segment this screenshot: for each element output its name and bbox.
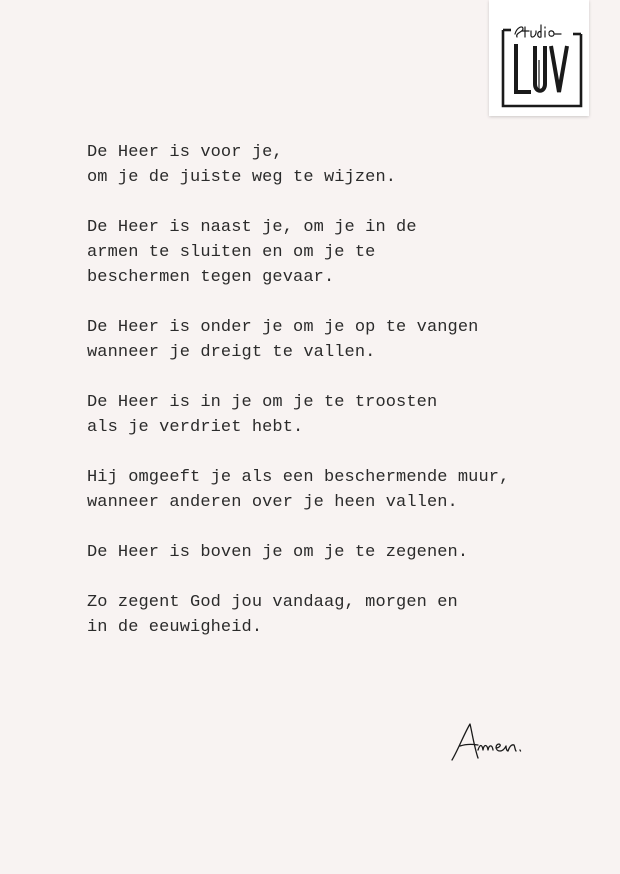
stanza-6 [87,540,587,565]
stanza-7 [87,590,587,640]
poem-line: De Heer is in je om je te troosten [87,393,438,412]
poem-line: als je verdriet hebt. [87,418,304,437]
stanza-2 [87,215,587,290]
poem-line: beschermen tegen gevaar. [87,268,335,287]
poem-line: wanneer je dreigt te vallen. [87,343,376,362]
poem-line: De Heer is voor je, [87,143,283,162]
poem-line: Zo zegent God jou vandaag, morgen en [87,593,458,612]
poem-line: De Heer is naast je, om je in de [87,218,417,237]
studio-luv-logo [489,0,589,116]
poem-text [87,140,587,665]
poem-line: Hij omgeeft je als een beschermende muur, [87,468,510,487]
logo-mark [489,0,589,116]
stanza-1 [87,140,587,190]
stanza-5 [87,465,587,515]
stanza-4 [87,390,587,440]
poem-line: om je de juiste weg te wijzen. [87,168,397,187]
poem-line: armen te sluiten en om je te [87,243,376,262]
poem-line: De Heer is boven je om je te zegenen. [87,543,469,562]
amen-signature [448,720,538,766]
poem-line: De Heer is onder je om je op te vangen [87,318,479,337]
poem-line: wanneer anderen over je heen vallen. [87,493,458,512]
stanza-3 [87,315,587,365]
poem-line: in de eeuwigheid. [87,618,263,637]
